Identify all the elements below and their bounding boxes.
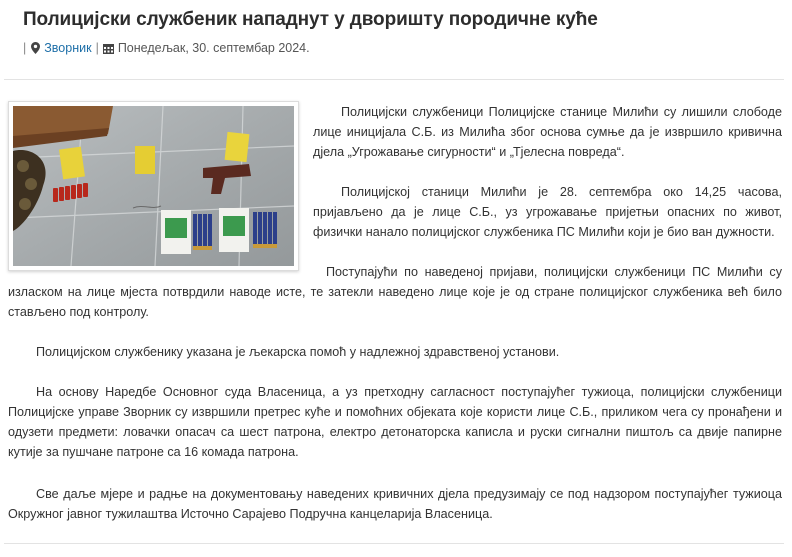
seized-items-photo [13, 106, 294, 266]
article-title: Полицијски службеник нападнут у дворишту породичне куће [23, 9, 598, 30]
meta-separator: | [95, 41, 99, 55]
meta-separator: | [23, 41, 27, 55]
header-divider [4, 79, 784, 80]
article-paragraph: Полицијској станици Милићи је 28. септембра око 14,25 часова, пријављено да је лице С.Б., уз угрожавање пријетњи опасних по живот, физички нанало полицијског службеника ПС Милићи који је био ван дужности. [313, 185, 782, 239]
article-paragraph: На основу Наредбе Основног суда Власеница, а уз претходну сагласност поступајућег тужиоца, полицијски службеници Полицијске управе Зворник су извршили претрес куће и помоћних објеката које користи лице С.Б., приликом чега су пронађени и одузети предмети: ловачки опасач са шест патрона, електро детонаторска каписла и руски сигнални пиштољ са двије папирне кутије за пушчане патроне са 16 комада патрона. [8, 385, 782, 459]
article-date: Понедељак, 30. септембар 2024. [117, 41, 310, 55]
location-link[interactable]: Зворник [44, 41, 92, 55]
footer-divider [4, 543, 784, 544]
article-paragraph: Полицијски службеници Полицијске станице Милићи су лишили слободе лице иницијала С.Б. из Милића због основа сумње да је извршило кривична дјела „Угрожавање сигурности“ и „Тјелесна повреда“. [313, 105, 782, 159]
article-paragraph: Све даље мјере и радње на документовању наведених кривичних дјела предузимају се под надзором поступајућег тужиоца Окружног јавног тужилаштва Источно Сарајево Подручна канцеларија Власеница. [8, 487, 782, 521]
article-paragraph: Поступајући по наведеној пријави, полицијски службеници ПС Милићи су изласком на лице мјеста потврдили наводе исте, те затекли наведено лице које је од стране полицијског службеника већ било стављено под контролу. [8, 265, 782, 319]
article-paragraph: Полицијском службенику указана је љекарска помоћ у надлежној здравственој установи. [36, 345, 560, 359]
calendar-icon [103, 43, 114, 54]
map-marker-icon [31, 42, 40, 54]
article-photo[interactable] [8, 101, 299, 271]
article-meta [23, 41, 310, 55]
